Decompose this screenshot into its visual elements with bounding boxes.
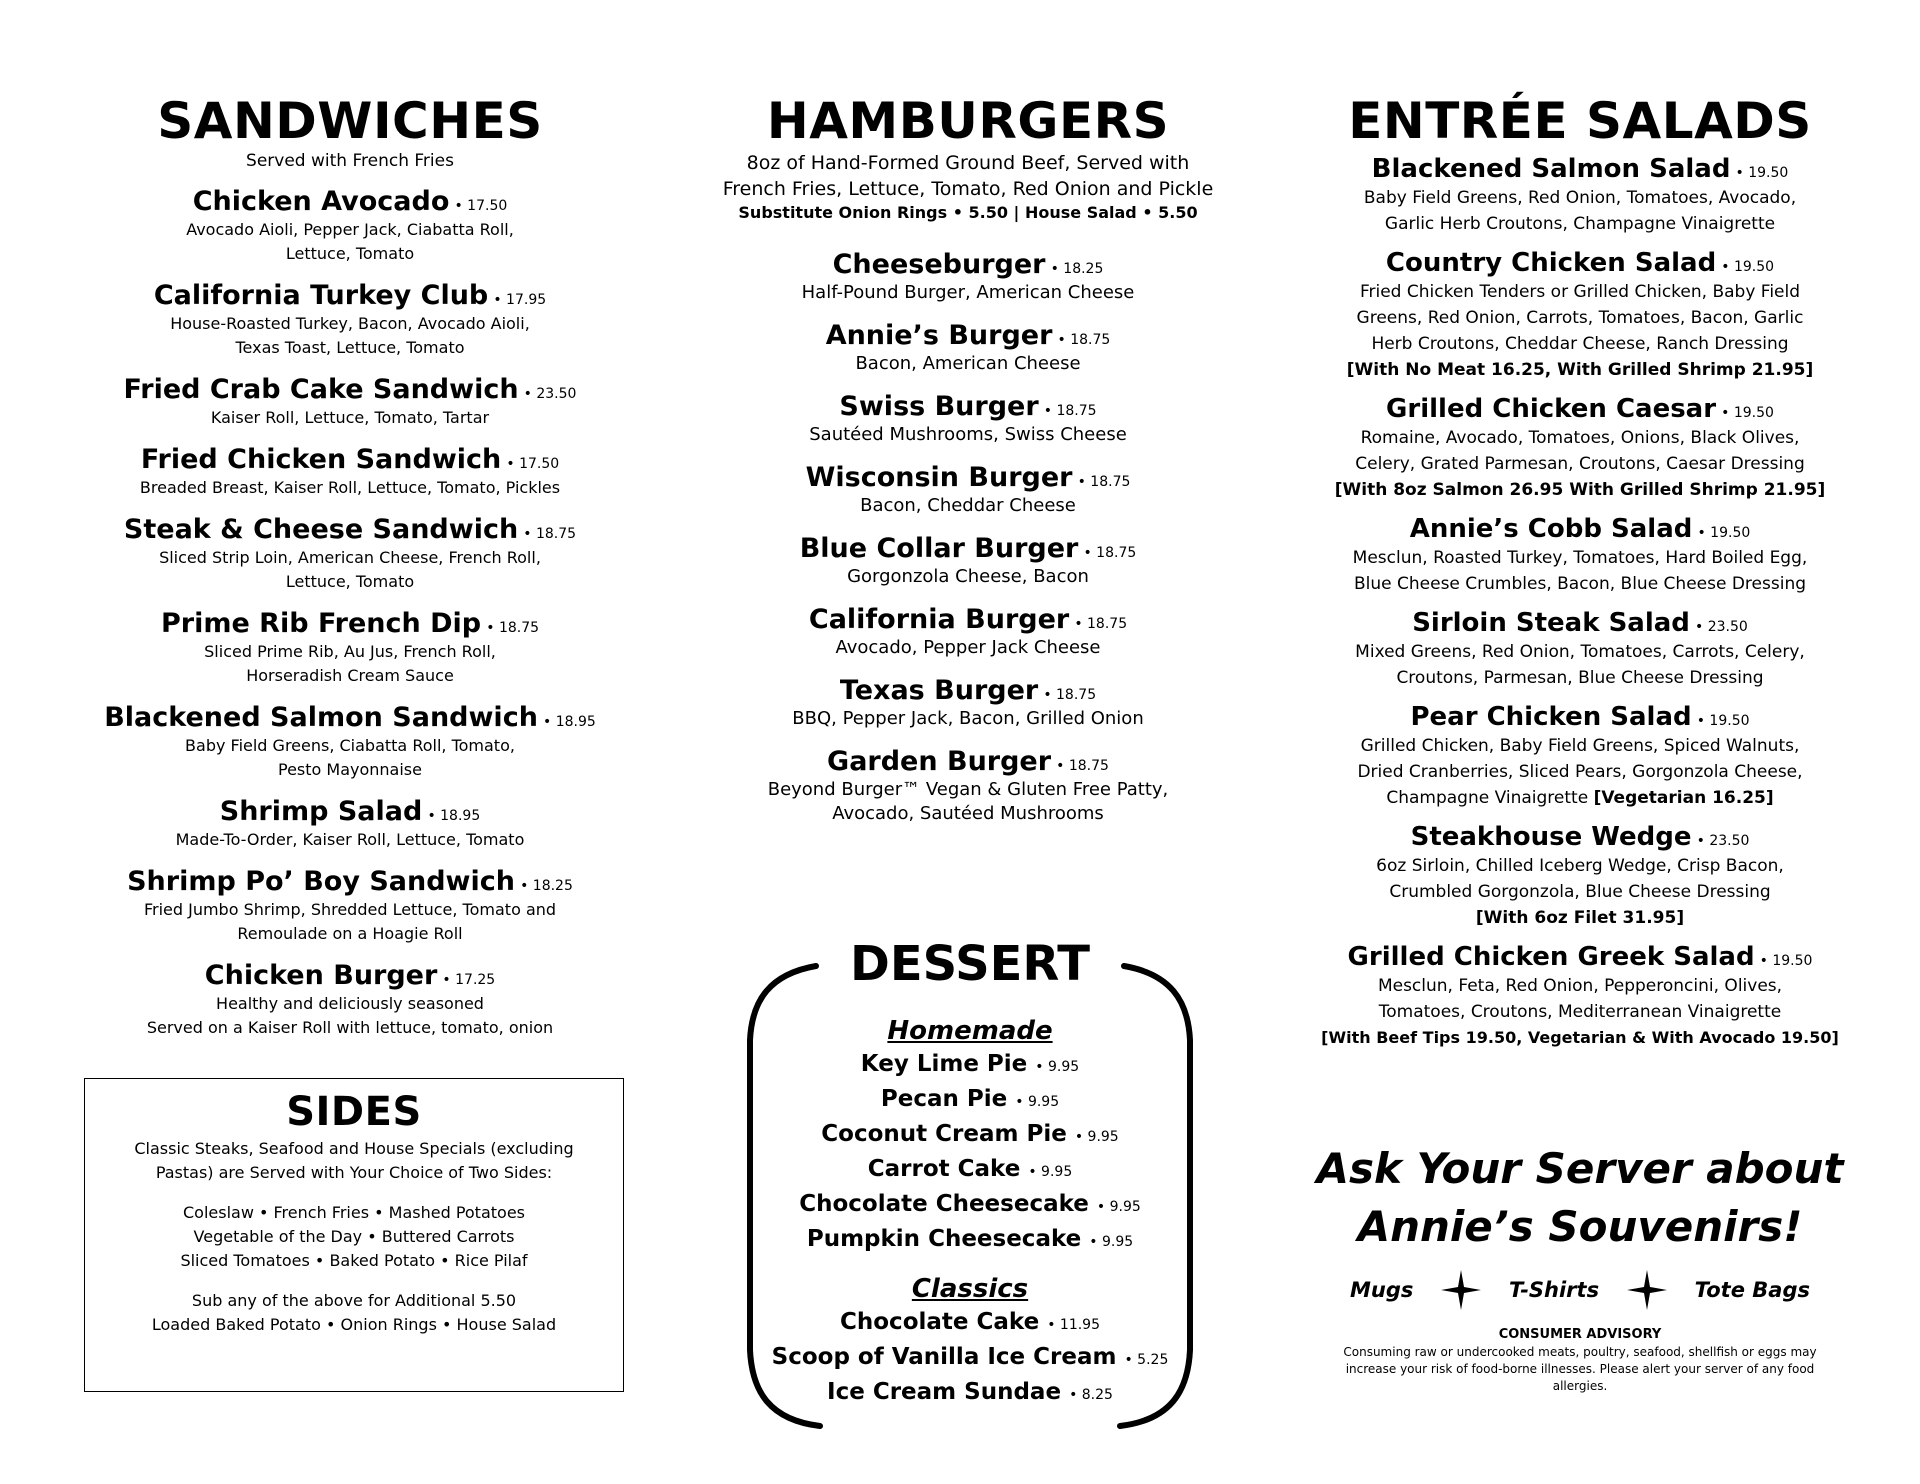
item-price: • 19.50 <box>1696 713 1750 729</box>
dessert-item-name: Key Lime Pie <box>860 1051 1028 1077</box>
menu-item-steakhouse-wedge <box>1300 822 1860 931</box>
item-price: • 17.25 <box>442 972 496 988</box>
menu-item-garden-burger <box>690 746 1246 826</box>
item-desc: Pesto Mayonnaise <box>278 760 422 779</box>
item-price: • 18.95 <box>543 714 596 730</box>
item-desc: Grilled Chicken, Baby Field Greens, Spiced Walnuts, <box>1360 736 1800 756</box>
item-price: • 19.50 <box>1735 165 1789 181</box>
item-desc: Lettuce, Tomato <box>285 244 415 263</box>
menu-item-blackened-salmon-sandwich <box>82 702 618 782</box>
hamburgers-section <box>690 92 1246 826</box>
dessert-item-name: Chocolate Cake <box>840 1309 1040 1335</box>
item-desc: Mesclun, Roasted Turkey, Tomatoes, Hard Boiled Egg, <box>1352 548 1808 568</box>
item-desc: Beyond Burger™ Vegan & Gluten Free Patty, <box>767 779 1169 800</box>
sides-upgrade-line: Sub any of the above for Additional 5.50 <box>191 1291 517 1310</box>
item-desc: Garlic Herb Croutons, Champagne Vinaigrette <box>1384 214 1776 234</box>
item-desc: Tomatoes, Croutons, Mediterranean Vinaigrette <box>1378 1002 1782 1022</box>
menu-item-texas-burger <box>690 675 1246 731</box>
item-name: Steak & Cheese Sandwich <box>123 514 519 545</box>
item-desc: Lettuce, Tomato <box>285 572 415 591</box>
item-name: Annie’s Burger <box>825 320 1053 351</box>
item-desc: Horseradish Cream Sauce <box>246 666 454 685</box>
sides-upgrade-line: Loaded Baked Potato • Onion Rings • House Salad <box>151 1315 557 1334</box>
item-price: • 19.50 <box>1759 953 1813 969</box>
item-desc: Mixed Greens, Red Onion, Tomatoes, Carrots, Celery, <box>1355 642 1805 662</box>
item-note: [With Beef Tips 19.50, Vegetarian & With Avocado 19.50] <box>1321 1028 1839 1047</box>
dessert-item-price: • 9.95 <box>1015 1094 1060 1110</box>
sides-intro-line: Pastas) are Served with Your Choice of Two Sides: <box>155 1163 553 1182</box>
item-desc: Half-Pound Burger, American Cheese <box>801 282 1135 303</box>
item-name: Pear Chicken Salad <box>1410 702 1692 732</box>
dessert-item-name: Chocolate Cheesecake <box>799 1191 1089 1217</box>
item-name: Wisconsin Burger <box>805 462 1073 493</box>
dessert-item-name: Pumpkin Cheesecake <box>806 1226 1082 1252</box>
item-price: • 18.75 <box>1043 687 1097 703</box>
item-name: Annie’s Cobb Salad <box>1409 514 1693 544</box>
item-price: • 18.75 <box>1077 474 1131 490</box>
item-price: • 17.95 <box>493 292 547 308</box>
item-price: • 23.50 <box>1696 833 1750 849</box>
menu-item-chicken-avocado <box>82 186 618 266</box>
item-name: Steakhouse Wedge <box>1410 822 1692 852</box>
item-note: [With 8oz Salmon 26.95 With Grilled Shrimp 21.95] <box>1334 480 1826 500</box>
dessert-item-price: • 9.95 <box>1028 1164 1073 1180</box>
item-desc: Made-To-Order, Kaiser Roll, Lettuce, Tomato <box>175 830 525 849</box>
dessert-section <box>740 930 1200 1430</box>
menu-item-annies-cobb-salad <box>1300 514 1860 597</box>
sandwiches-subtitle: Served with French Fries <box>246 151 454 171</box>
item-price: • 18.75 <box>1043 403 1097 419</box>
item-desc: Texas Toast, Lettuce, Tomato <box>235 338 465 357</box>
item-price: • 19.50 <box>1721 259 1775 275</box>
menu-item-sirloin-steak-salad <box>1300 608 1860 691</box>
souvenir-tote-bags: Tote Bags <box>1694 1278 1810 1302</box>
item-price: • 18.75 <box>1057 332 1111 348</box>
item-price: • 18.75 <box>523 526 577 542</box>
item-desc: Sliced Strip Loin, American Cheese, French Roll, <box>159 548 541 567</box>
item-desc: Sautéed Mushrooms, Swiss Cheese <box>809 424 1127 445</box>
promo-title-line: Ask Your Server about <box>1316 1144 1844 1193</box>
dessert-item-price: • 9.95 <box>1074 1129 1119 1145</box>
item-desc: Dried Cranberries, Sliced Pears, Gorgonzola Cheese, <box>1357 762 1803 782</box>
item-name: Fried Crab Cake Sandwich <box>123 374 519 405</box>
item-name: Grilled Chicken Greek Salad <box>1347 942 1755 972</box>
item-price: • 18.25 <box>520 878 573 894</box>
item-name: Swiss Burger <box>839 391 1039 422</box>
item-desc: Greens, Red Onion, Carrots, Tomatoes, Bacon, Garlic <box>1356 308 1804 328</box>
dessert-item <box>740 1188 1200 1223</box>
hamburgers-subtitle: 8oz of Hand-Formed Ground Beef, Served with <box>746 152 1190 174</box>
menu-item-country-chicken-salad <box>1300 248 1860 383</box>
item-name: Blue Collar Burger <box>799 533 1079 564</box>
item-desc: Fried Chicken Tenders or Grilled Chicken, Baby Field <box>1359 282 1801 302</box>
menu-item-fried-crab-cake-sandwich <box>82 374 618 430</box>
item-desc: Sliced Prime Rib, Au Jus, French Roll, <box>204 642 496 661</box>
dessert-item <box>740 1376 1200 1411</box>
dessert-item-price: • 11.95 <box>1047 1317 1100 1333</box>
item-desc: Crumbled Gorgonzola, Blue Cheese Dressing <box>1389 882 1771 902</box>
menu-item-prime-rib-french-dip <box>82 608 618 688</box>
item-name: Shrimp Salad <box>219 796 423 827</box>
menu-item-shrimp-salad <box>82 796 618 852</box>
item-desc: Avocado, Pepper Jack Cheese <box>835 637 1101 658</box>
item-desc: Mesclun, Feta, Red Onion, Pepperoncini, Olives, <box>1377 976 1783 996</box>
menu-item-wisconsin-burger <box>690 462 1246 518</box>
dessert-item-price: • 9.95 <box>1096 1199 1141 1215</box>
dessert-item-name: Scoop of Vanilla Ice Cream <box>771 1344 1117 1370</box>
dessert-item <box>740 1118 1200 1153</box>
menu-item-grilled-chicken-caesar <box>1300 394 1860 503</box>
hamburgers-subtitle: French Fries, Lettuce, Tomato, Red Onion and Pickle <box>722 178 1214 200</box>
menu-item-pear-chicken-salad <box>1300 702 1860 811</box>
item-desc: Celery, Grated Parmesan, Croutons, Caesar Dressing <box>1355 454 1805 474</box>
menu-item-fried-chicken-sandwich <box>82 444 618 500</box>
salads-section <box>1300 92 1860 1051</box>
item-price: • 23.50 <box>523 386 577 402</box>
item-price: • 19.50 <box>1697 525 1751 541</box>
item-desc: Romaine, Avocado, Tomatoes, Onions, Black Olives, <box>1360 428 1800 448</box>
sides-options-line: Coleslaw • French Fries • Mashed Potatoes <box>182 1203 525 1222</box>
menu-item-blackened-salmon-salad <box>1300 154 1860 237</box>
item-desc: Fried Jumbo Shrimp, Shredded Lettuce, Tomato and <box>143 900 557 919</box>
item-desc: Bacon, Cheddar Cheese <box>860 495 1076 516</box>
menu-item-california-burger <box>690 604 1246 660</box>
hamburgers-title: HAMBURGERS <box>766 92 1170 150</box>
dessert-item-price: • 5.25 <box>1124 1352 1169 1368</box>
item-desc: Croutons, Parmesan, Blue Cheese Dressing <box>1396 668 1764 688</box>
item-price: • 18.75 <box>486 620 540 636</box>
item-desc: Served on a Kaiser Roll with lettuce, tomato, onion <box>146 1018 554 1037</box>
dessert-item <box>740 1083 1200 1118</box>
menu-item-grilled-chicken-greek-salad <box>1300 942 1860 1051</box>
dessert-item <box>740 1048 1200 1083</box>
item-name: Blackened Salmon Salad <box>1371 154 1731 184</box>
item-desc: Avocado, Sautéed Mushrooms <box>832 803 1104 824</box>
souvenir-tshirts: T-Shirts <box>1508 1278 1600 1302</box>
menu-item-annies-burger <box>690 320 1246 376</box>
hamburgers-substitute: Substitute Onion Rings • 5.50 | House Salad • 5.50 <box>738 203 1198 222</box>
item-desc: 6oz Sirloin, Chilled Iceberg Wedge, Crisp Bacon, <box>1376 856 1784 876</box>
souvenir-promo <box>1300 1140 1860 1395</box>
dessert-item <box>740 1153 1200 1188</box>
dessert-item-price: • 8.25 <box>1069 1387 1113 1403</box>
dessert-item-name: Coconut Cream Pie <box>821 1121 1067 1147</box>
sides-options-line: Vegetable of the Day • Buttered Carrots <box>193 1227 515 1246</box>
promo-title-line: Annie’s Souvenirs! <box>1357 1202 1803 1251</box>
item-price: • 17.50 <box>506 456 560 472</box>
item-name: Cheeseburger <box>832 249 1046 280</box>
four-point-star-icon <box>1441 1270 1481 1310</box>
item-price: • 18.75 <box>1083 545 1137 561</box>
item-desc: Baby Field Greens, Red Onion, Tomatoes, Avocado, <box>1363 188 1797 208</box>
four-point-star-icon <box>1627 1270 1667 1310</box>
dessert-item <box>740 1223 1200 1258</box>
item-note: [With No Meat 16.25, With Grilled Shrimp 21.95] <box>1346 360 1814 380</box>
dessert-item-price: • 9.95 <box>1089 1234 1134 1250</box>
item-name: Chicken Avocado <box>192 186 450 217</box>
menu-item-california-turkey-club <box>82 280 618 360</box>
item-name: Garden Burger <box>827 746 1052 777</box>
item-desc-with-note <box>1300 785 1860 811</box>
item-price: • 18.25 <box>1050 261 1104 277</box>
item-name: Blackened Salmon Sandwich <box>104 702 538 733</box>
menu-item-chicken-burger <box>82 960 618 1040</box>
item-name: California Turkey Club <box>153 280 489 311</box>
item-name: Fried Chicken Sandwich <box>140 444 502 475</box>
item-desc: Gorgonzola Cheese, Bacon <box>847 566 1089 587</box>
dessert-item-name: Carrot Cake <box>867 1156 1021 1182</box>
sides-title: SIDES <box>286 1089 422 1135</box>
item-name: Shrimp Po’ Boy Sandwich <box>127 866 515 897</box>
item-name: California Burger <box>808 604 1070 635</box>
dessert-category-classics: Classics <box>911 1274 1029 1304</box>
item-name: Grilled Chicken Caesar <box>1386 394 1717 424</box>
dessert-item <box>740 1341 1200 1376</box>
consumer-advisory <box>1300 1326 1860 1395</box>
souvenir-list <box>1350 1270 1810 1310</box>
item-price: • 18.75 <box>1074 616 1128 632</box>
item-price: • 19.50 <box>1721 405 1774 421</box>
item-desc: Champagne Vinaigrette <box>1386 788 1589 808</box>
sandwiches-section <box>82 92 618 1040</box>
item-name: Sirloin Steak Salad <box>1412 608 1690 638</box>
sides-options-line: Sliced Tomatoes • Baked Potato • Rice Pilaf <box>180 1251 528 1270</box>
item-desc: Bacon, American Cheese <box>855 353 1081 374</box>
item-price: • 17.50 <box>454 198 508 214</box>
souvenir-mugs: Mugs <box>1350 1278 1414 1302</box>
item-note: [With 6oz Filet 31.95] <box>1475 908 1685 928</box>
item-name: Prime Rib French Dip <box>160 608 482 639</box>
menu-item-shrimp-po-boy-sandwich <box>82 866 618 946</box>
item-desc: Healthy and deliciously seasoned <box>216 994 484 1013</box>
item-desc: House-Roasted Turkey, Bacon, Avocado Aioli, <box>170 314 530 333</box>
dessert-item-price: • 9.95 <box>1035 1059 1080 1075</box>
advisory-text: Consuming raw or undercooked meats, poultry, seafood, shellfish or eggs may increase your risk of food-borne illnesses. Please alert your server of any food allergies. <box>1343 1345 1817 1393</box>
item-desc: Baby Field Greens, Ciabatta Roll, Tomato, <box>185 736 515 755</box>
item-name: Texas Burger <box>839 675 1039 706</box>
item-note: [Vegetarian 16.25] <box>1593 788 1774 808</box>
sandwiches-title: SANDWICHES <box>157 92 543 150</box>
item-desc: Breaded Breast, Kaiser Roll, Lettuce, Tomato, Pickles <box>139 478 561 497</box>
sides-intro-line: Classic Steaks, Seafood and House Specials (excluding <box>134 1139 574 1158</box>
menu-item-swiss-burger <box>690 391 1246 447</box>
item-desc: Blue Cheese Crumbles, Bacon, Blue Cheese Dressing <box>1353 574 1807 594</box>
item-price: • 18.75 <box>1056 758 1109 774</box>
menu-item-steak-cheese-sandwich <box>82 514 618 594</box>
item-desc: Kaiser Roll, Lettuce, Tomato, Tartar <box>210 408 490 427</box>
dessert-title: DESSERT <box>850 936 1090 992</box>
dessert-item-name: Ice Cream Sundae <box>827 1379 1062 1405</box>
item-desc: BBQ, Pepper Jack, Bacon, Grilled Onion <box>792 708 1144 729</box>
menu-item-cheeseburger <box>690 249 1246 305</box>
advisory-title: CONSUMER ADVISORY <box>1498 1327 1662 1342</box>
item-price: • 18.95 <box>427 808 481 824</box>
item-name: Chicken Burger <box>204 960 438 991</box>
salads-title: ENTRÉE SALADS <box>1348 92 1812 150</box>
item-desc: Avocado Aioli, Pepper Jack, Ciabatta Roll, <box>186 220 514 239</box>
dessert-item-name: Pecan Pie <box>880 1086 1008 1112</box>
sides-box <box>84 1078 624 1392</box>
menu-item-blue-collar-burger <box>690 533 1246 589</box>
dessert-item <box>740 1306 1200 1341</box>
item-price: • 23.50 <box>1695 619 1748 635</box>
item-desc: Herb Croutons, Cheddar Cheese, Ranch Dressing <box>1371 334 1789 354</box>
item-name: Country Chicken Salad <box>1385 248 1717 278</box>
dessert-category-homemade: Homemade <box>887 1016 1053 1046</box>
item-desc: Remoulade on a Hoagie Roll <box>237 924 463 943</box>
